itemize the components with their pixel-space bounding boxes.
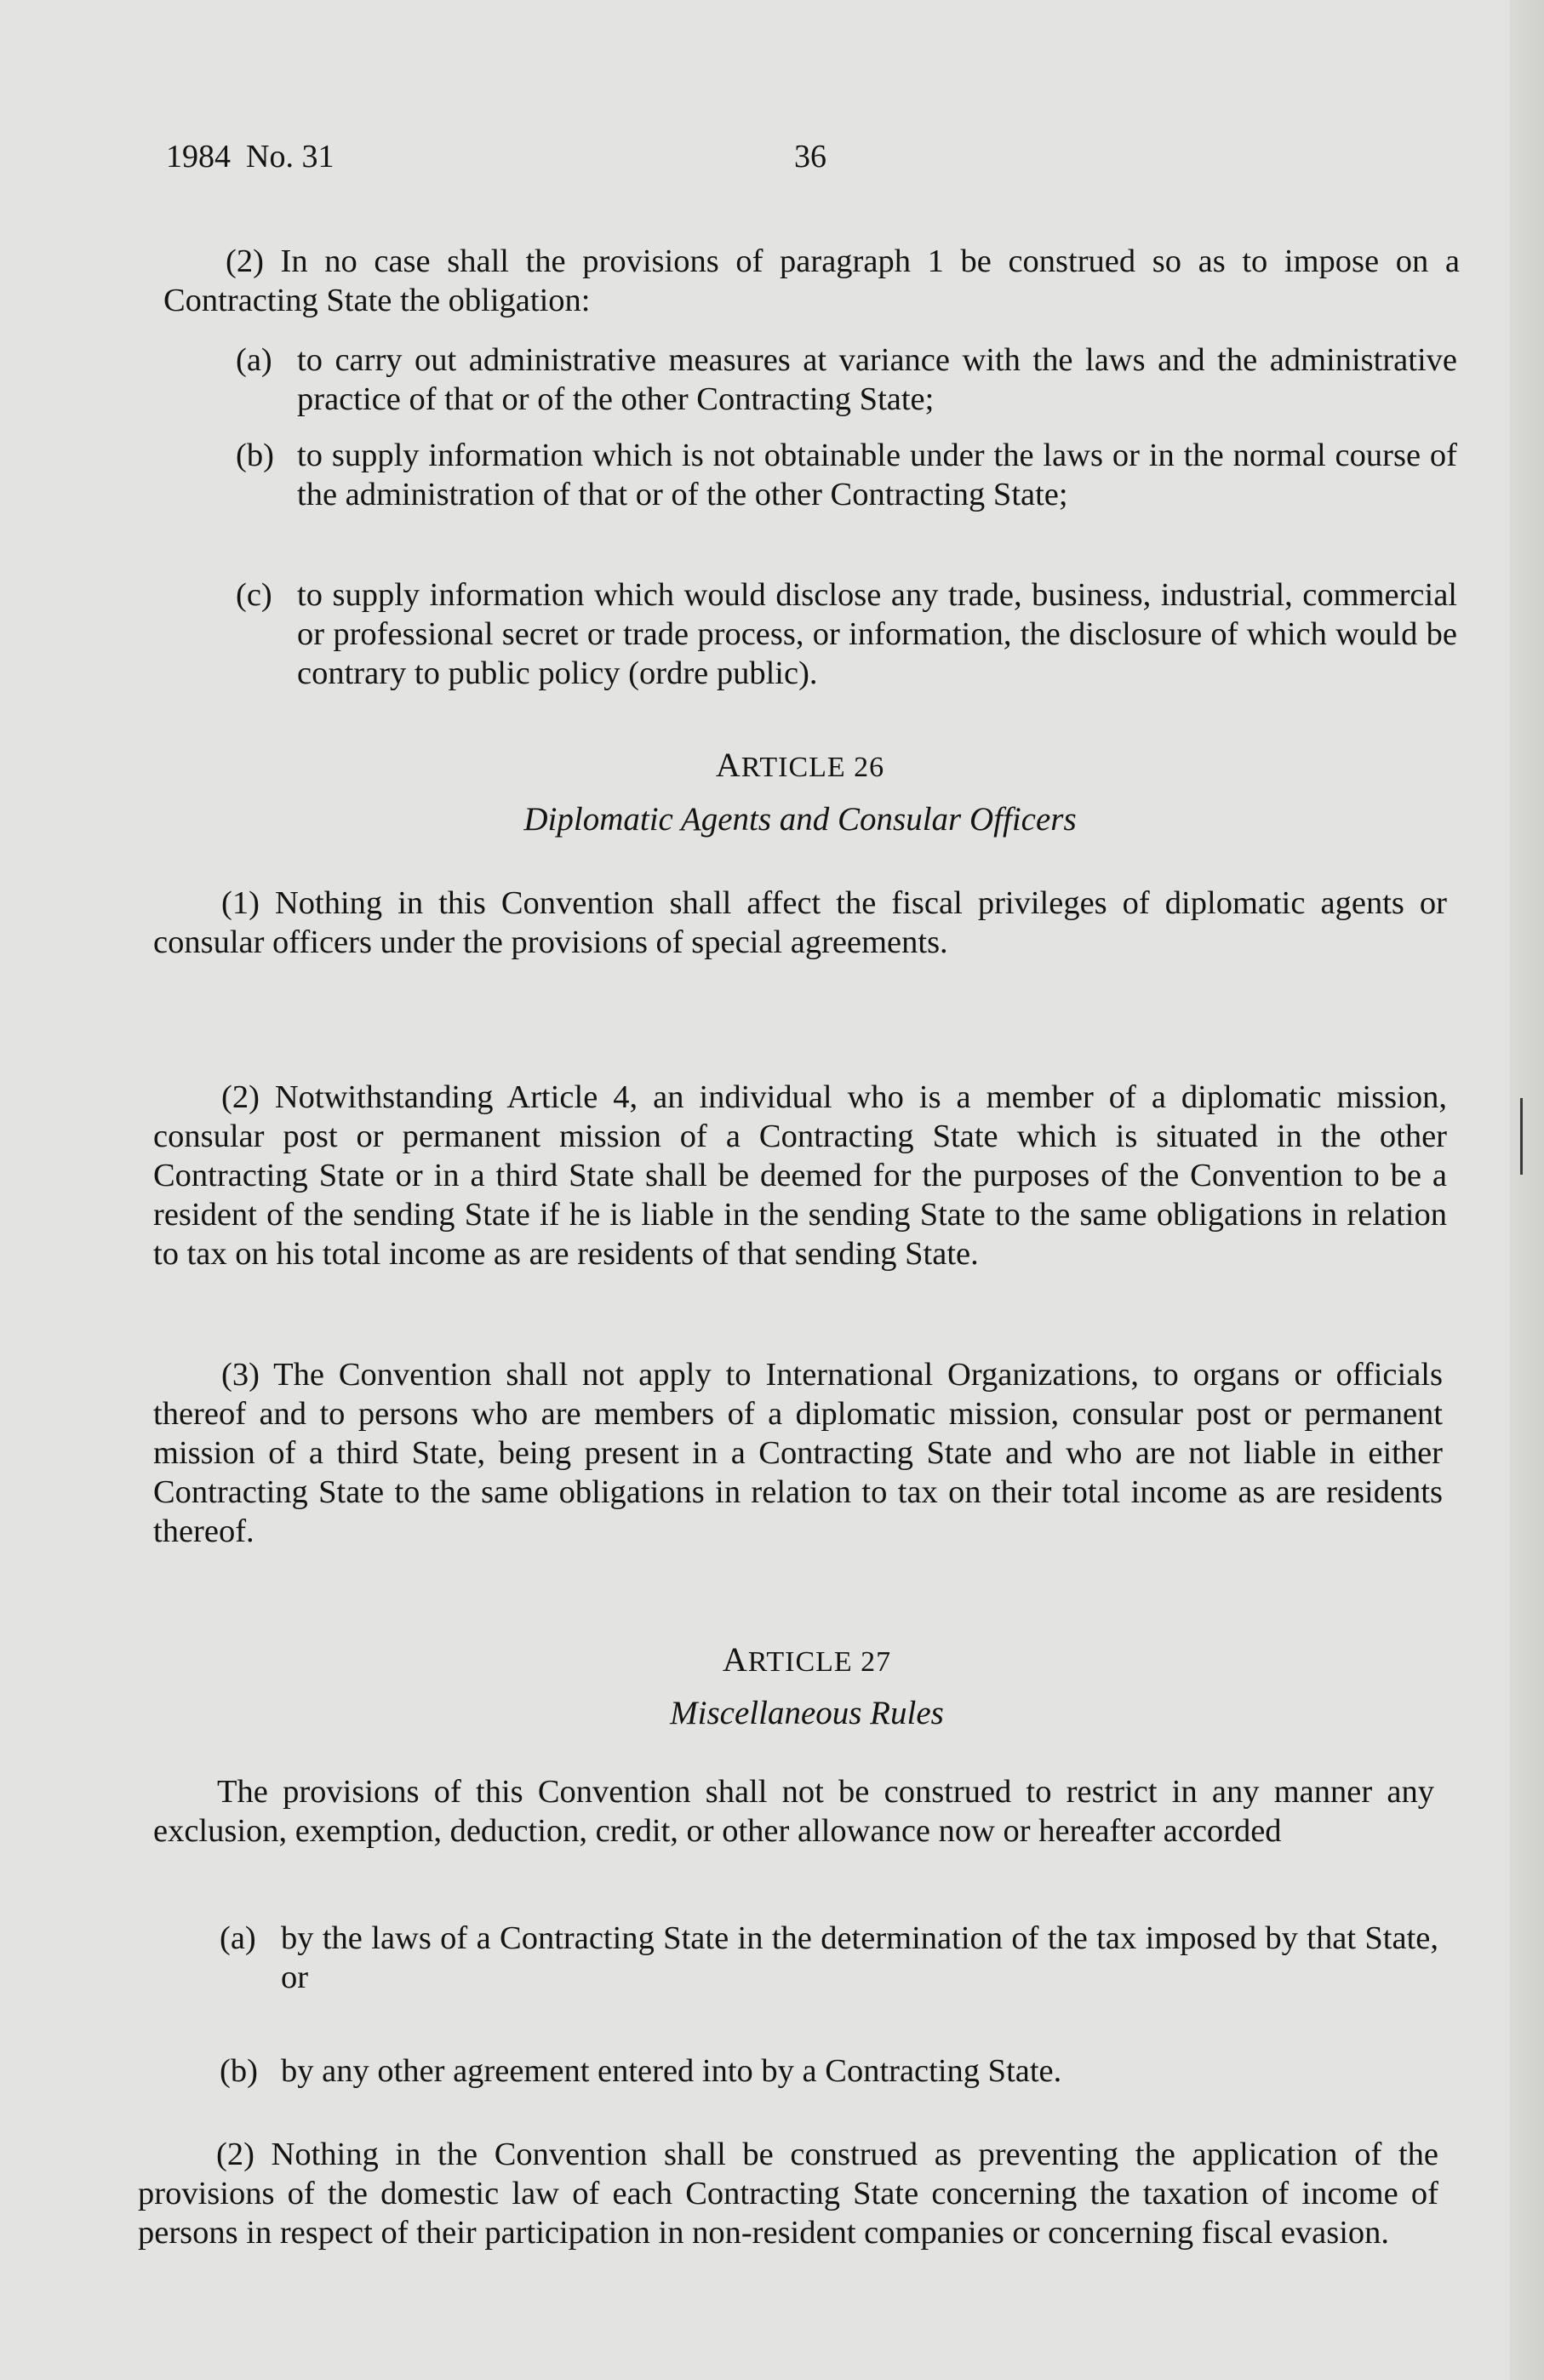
article-27-title: Miscellaneous Rules (670, 1695, 944, 1731)
page-right-shadow (1510, 0, 1544, 2380)
item-label: (a) (236, 342, 272, 378)
item-label: (c) (236, 577, 272, 613)
art27-item-a (220, 1919, 1438, 1997)
art25-item-c (236, 575, 1457, 693)
item-text: by any other agreement entered into by a Contracting State. (281, 2053, 1062, 2089)
item-label: (b) (220, 2053, 258, 2089)
art27-para2: (2) Nothing in the Convention shall be construed as preventing the application of the provisions of the domestic law of each Contracting State concerning the taxation of income of persons in respect of their participation in non-resident companies or concerning fiscal evasion. (138, 2137, 1438, 2251)
item-text: by the laws of a Contracting State in the determination of the tax imposed by that State, or (281, 1920, 1438, 1995)
art26-para3: (3) The Convention shall not apply to International Organizations, to organs or officials thereof and to persons who are members of a diplomatic mission, consular post or permanent mission of a third State, being present in a Contracting State and who are not liable in either Contracting State to the same obligations in relation to tax on their total income as are residents thereof. (153, 1357, 1443, 1549)
header-year: 1984 (166, 139, 231, 174)
header-act-number: No. 31 (246, 139, 335, 174)
art26-para2: (2) Notwithstanding Article 4, an individual who is a member of a diplomatic mission, consular post or permanent mission of a Contracting State which is situated in the other Contracting State or in a third State shall be deemed for the purposes of the Convention to be a resident of the sending State if he is liable in the sending State to the same obligations in relation to tax on his total income as are residents of that sending State. (153, 1079, 1447, 1272)
art26-para1: (1) Nothing in this Convention shall affect the fiscal privileges of diplomatic agents or consular officers under the provisions of special agreements. (153, 885, 1447, 960)
page-edge-mark (1520, 1098, 1523, 1175)
article-26-heading: ARTICLE 26 (715, 746, 885, 784)
art25-para2-intro: (2) In no case shall the provisions of paragraph 1 be construed so as to impose on a Contracting State the obligation: (163, 243, 1460, 318)
header-page-number: 36 (794, 139, 826, 174)
art25-item-a (236, 340, 1457, 419)
article-26-title: Diplomatic Agents and Consular Officers (523, 801, 1077, 838)
art25-item-b (236, 436, 1457, 514)
item-text: to supply information which would disclose any trade, business, industrial, commercial or professional secret or trade process, or information, the disclosure of which would be contrary to public policy (ordre public). (297, 577, 1457, 691)
item-text: to supply information which is not obtainable under the laws or in the normal course of the administration of that or of the other Contracting State; (297, 438, 1457, 512)
art27-intro: The provisions of this Convention shall not be construed to restrict in any manner any exclusion, exemption, deduction, credit, or other allowance now or hereafter accorded (153, 1774, 1434, 1849)
page-header (166, 138, 826, 175)
item-label: (b) (236, 438, 274, 473)
item-label: (a) (220, 1920, 256, 1956)
art27-item-b (220, 2051, 1438, 2091)
item-text: to carry out administrative measures at variance with the laws and the administrative practice of that or of the other Contracting State; (297, 342, 1457, 417)
article-27-heading: ARTICLE 27 (722, 1640, 892, 1679)
